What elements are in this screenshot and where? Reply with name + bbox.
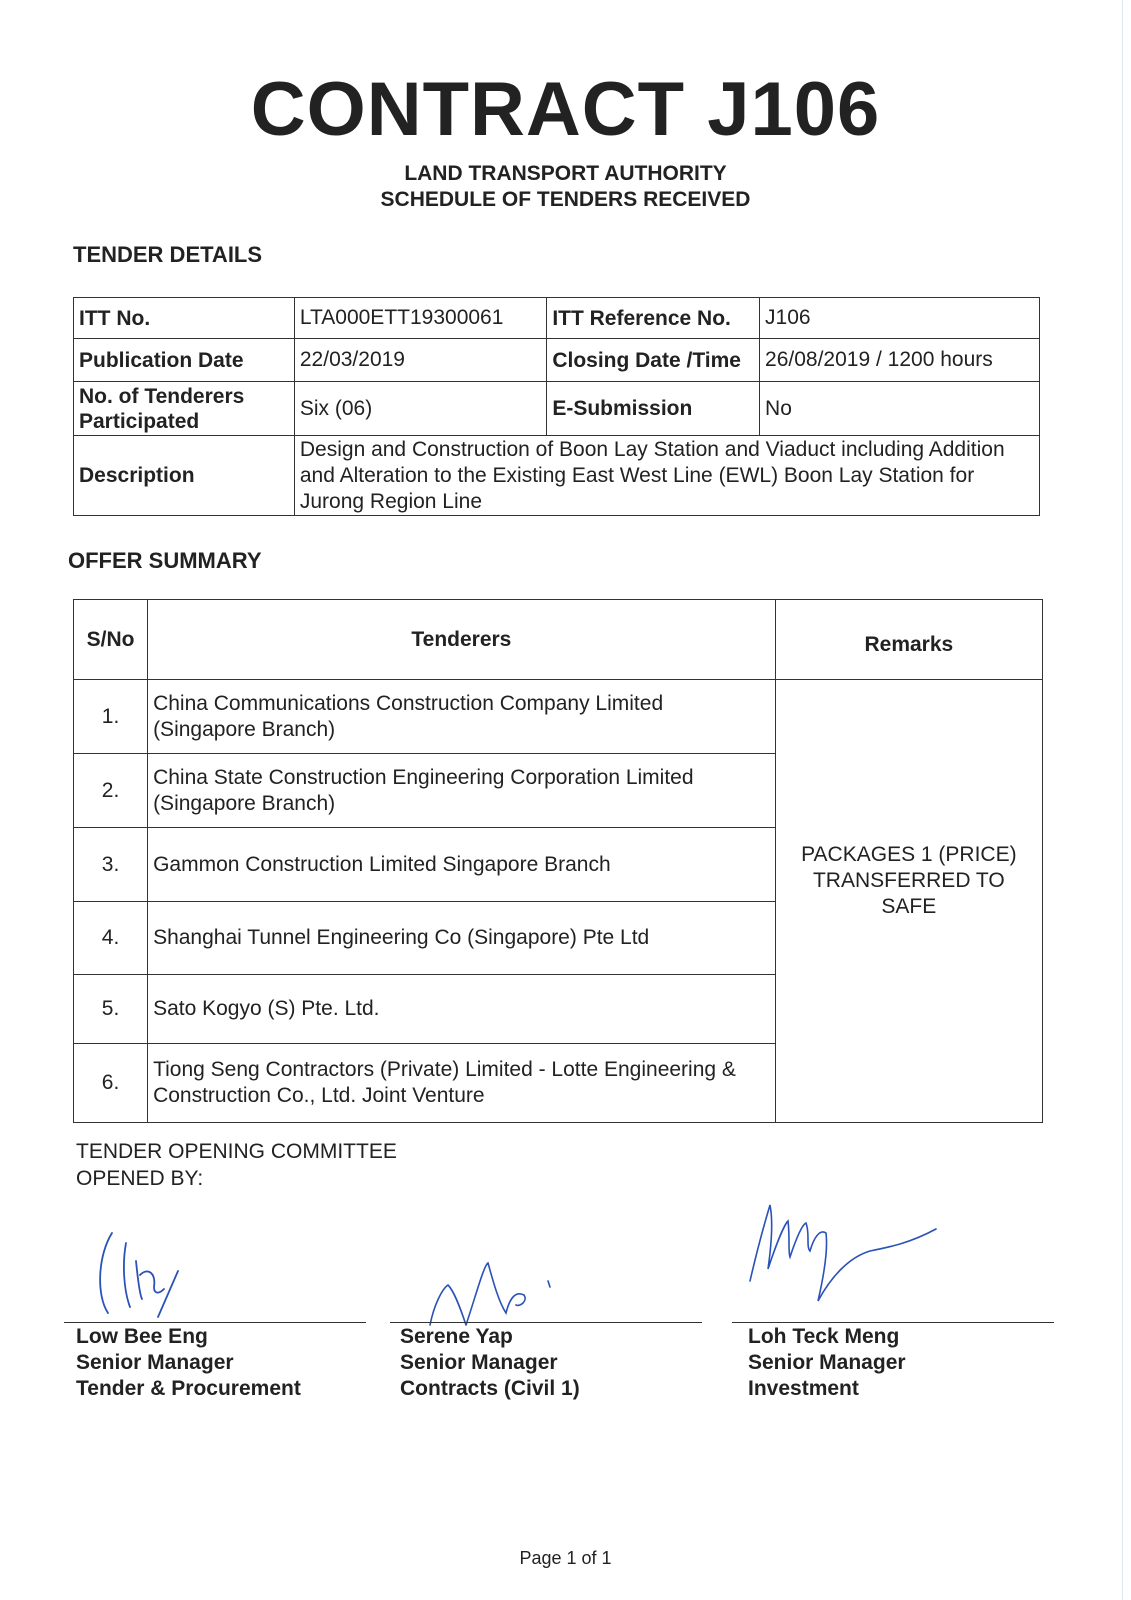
itt-no-value: LTA000ETT19300061 (294, 298, 546, 339)
signatory-2 (400, 1324, 580, 1402)
publication-date-label: Publication Date (74, 339, 295, 382)
opened-by-label: OPENED BY: (76, 1167, 204, 1190)
details-row (74, 339, 1040, 382)
signatory-title: Senior Manager (76, 1351, 234, 1374)
row-tenderer: Gammon Construction Limited Singapore Branch (148, 828, 776, 902)
row-sno: 5. (74, 975, 148, 1044)
page-edge (1122, 0, 1123, 1600)
signatory-name: Low Bee Eng (76, 1325, 208, 1348)
signature-serene-yap (420, 1255, 570, 1335)
tender-details-table (73, 297, 1040, 516)
document-title: CONTRACT J106 (250, 67, 881, 152)
row-sno: 4. (74, 902, 148, 975)
row-tenderer: Shanghai Tunnel Engineering Co (Singapore) Pte Ltd (148, 902, 776, 975)
row-sno: 2. (74, 754, 148, 828)
signature-line (732, 1322, 1054, 1323)
tender-details-heading: TENDER DETAILS (73, 242, 263, 267)
col-tenderers: Tenderers (148, 600, 776, 680)
signature-line (390, 1322, 702, 1323)
details-row (74, 436, 1040, 516)
description-value: Design and Construction of Boon Lay Station and Viaduct including Addition and Alteration to the Existing East West Line (EWL) Boon Lay Station for Jurong Region Line (294, 436, 1039, 516)
row-sno: 1. (74, 680, 148, 754)
signature-line (64, 1322, 366, 1323)
details-row (74, 382, 1040, 436)
closing-label: Closing Date /Time (547, 339, 760, 382)
signature-loh-teck-meng (740, 1185, 960, 1315)
col-sno: S/No (74, 600, 148, 680)
offer-summary-table (73, 599, 1043, 1123)
row-tenderer: China Communications Construction Company Limited (Singapore Branch) (148, 680, 776, 754)
remarks-text: PACKAGES 1 (PRICE) TRANSFERRED TO SAFE (801, 843, 1017, 918)
signatory-3 (748, 1324, 906, 1402)
table-row (74, 680, 1043, 754)
tenderers-label: No. of Tenderers Participated (74, 382, 295, 436)
signatory-1 (76, 1324, 301, 1402)
itt-ref-label: ITT Reference No. (547, 298, 760, 339)
row-sno: 6. (74, 1044, 148, 1123)
itt-no-label: ITT No. (74, 298, 295, 339)
details-row (74, 298, 1040, 339)
signatory-dept: Tender & Procurement (76, 1377, 301, 1400)
publication-date-value: 22/03/2019 (294, 339, 546, 382)
offer-header-row (74, 600, 1043, 680)
description-label: Description (74, 436, 295, 516)
tenderers-value: Six (06) (294, 382, 546, 436)
row-sno: 3. (74, 828, 148, 902)
committee-block (76, 1138, 397, 1192)
signatory-name: Loh Teck Meng (748, 1325, 900, 1348)
esubmission-label: E-Submission (547, 382, 760, 436)
itt-ref-value: J106 (760, 298, 1040, 339)
committee-heading: TENDER OPENING COMMITTEE (76, 1140, 397, 1163)
offer-summary-heading: OFFER SUMMARY (68, 548, 262, 573)
signatory-dept: Contracts (Civil 1) (400, 1377, 580, 1400)
row-tenderer: Tiong Seng Contractors (Private) Limited - Lotte Engineering & Construction Co., Ltd. Joint Venture (148, 1044, 776, 1123)
col-remarks: Remarks (775, 600, 1042, 680)
signatory-dept: Investment (748, 1377, 859, 1400)
signatory-title: Senior Manager (400, 1351, 558, 1374)
remarks-cell (775, 680, 1042, 1123)
authority-name: LAND TRANSPORT AUTHORITY (404, 162, 727, 185)
page-number: Page 1 of 1 (519, 1548, 612, 1568)
signature-low-bee-eng (90, 1225, 230, 1325)
row-tenderer: China State Construction Engineering Corporation Limited (Singapore Branch) (148, 754, 776, 828)
esubmission-value: No (760, 382, 1040, 436)
row-tenderer: Sato Kogyo (S) Pte. Ltd. (148, 975, 776, 1044)
signatory-title: Senior Manager (748, 1351, 906, 1374)
signatory-name: Serene Yap (400, 1325, 513, 1348)
closing-value: 26/08/2019 / 1200 hours (760, 339, 1040, 382)
schedule-title: SCHEDULE OF TENDERS RECEIVED (380, 188, 751, 211)
